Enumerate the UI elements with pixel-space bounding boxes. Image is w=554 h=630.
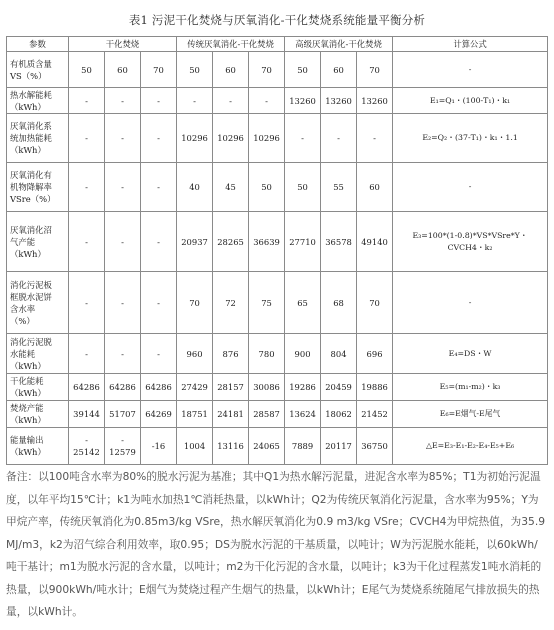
table-cell: -	[105, 212, 141, 272]
table-row	[7, 428, 548, 465]
table-cell: 28157	[213, 374, 249, 401]
table-cell: -	[249, 88, 285, 114]
table-row	[7, 272, 548, 334]
table-cell: 1004	[177, 428, 213, 465]
table-row	[7, 374, 548, 401]
table-cell: 24181	[213, 401, 249, 428]
table-cell: 39144	[69, 401, 105, 428]
table-cell: 64286	[69, 374, 105, 401]
header-row	[7, 37, 548, 52]
table-cell: -	[69, 114, 105, 163]
table-cell: 13116	[213, 428, 249, 465]
table-cell: 696	[357, 334, 393, 374]
table-cell: 50	[285, 163, 321, 212]
row-formula: -	[393, 52, 548, 88]
table-cell: 28587	[249, 401, 285, 428]
table-cell: 10296	[177, 114, 213, 163]
table-cell: -	[69, 163, 105, 212]
table-cell: 804	[321, 334, 357, 374]
table-cell: 18751	[177, 401, 213, 428]
table-cell: 50	[177, 52, 213, 88]
table-cell: 960	[177, 334, 213, 374]
table-cell: -	[177, 88, 213, 114]
table-cell: -	[141, 272, 177, 334]
row-param-label: 能量输出 （kWh）	[7, 428, 69, 465]
row-formula: -	[393, 163, 548, 212]
table-cell: 21452	[357, 401, 393, 428]
table-cell: -	[141, 212, 177, 272]
table-cell: 70	[357, 272, 393, 334]
table-cell: -	[69, 334, 105, 374]
table-row	[7, 52, 548, 88]
table-cell: 19886	[357, 374, 393, 401]
table-cell: 64286	[105, 374, 141, 401]
table-cell: 49140	[357, 212, 393, 272]
table-cell: 20937	[177, 212, 213, 272]
table-cell: 40	[177, 163, 213, 212]
table-cell: 13260	[357, 88, 393, 114]
table-cell: 75	[249, 272, 285, 334]
header-traditional-digestion: 传统厌氧消化-干化焚烧	[177, 37, 285, 52]
row-formula: E₆=E烟气-E尾气	[393, 401, 548, 428]
table-cell: -	[141, 88, 177, 114]
row-formula: E₃=100*(1-0.8)*VS*VSre*Y・CVCH4・k₂	[393, 212, 548, 272]
table-row	[7, 401, 548, 428]
table-cell: 68	[321, 272, 357, 334]
table-cell: -	[141, 114, 177, 163]
row-param-label: 厌氧消化系 统加热能耗 （kWh）	[7, 114, 69, 163]
table-cell: - 25142	[69, 428, 105, 465]
row-formula: E₅=(m₁-m₂)・k₃	[393, 374, 548, 401]
table-cell: 10296	[249, 114, 285, 163]
row-param-label: 干化能耗 （kWh）	[7, 374, 69, 401]
table-cell: 30086	[249, 374, 285, 401]
table-cell: 60	[357, 163, 393, 212]
table-cell: 60	[105, 52, 141, 88]
table-cell: 70	[177, 272, 213, 334]
table-cell: 70	[249, 52, 285, 88]
table-cell: 780	[249, 334, 285, 374]
table-cell: -	[141, 334, 177, 374]
header-formula: 计算公式	[393, 37, 548, 52]
table-cell: -	[105, 88, 141, 114]
row-param-label: 有机质含量 VS（%）	[7, 52, 69, 88]
table-cell: -	[141, 163, 177, 212]
table-cell: 50	[249, 163, 285, 212]
table-cell: - 12579	[105, 428, 141, 465]
table-cell: 13260	[285, 88, 321, 114]
table-cell: -	[285, 114, 321, 163]
row-param-label: 厌氧消化有 机物降解率 VSre（%）	[7, 163, 69, 212]
table-cell: 36578	[321, 212, 357, 272]
table-cell: -	[69, 212, 105, 272]
table-cell: 20117	[321, 428, 357, 465]
row-formula: E₂=Q₂・(37-T₁)・k₁・1.1	[393, 114, 548, 163]
table-cell: 36750	[357, 428, 393, 465]
table-cell: -	[321, 114, 357, 163]
table-cell: 72	[213, 272, 249, 334]
table-cell: 36639	[249, 212, 285, 272]
table-cell: -	[213, 88, 249, 114]
table-cell: 19286	[285, 374, 321, 401]
row-formula: E₄=DS・W	[393, 334, 548, 374]
table-cell: 50	[69, 52, 105, 88]
table-cell: -	[105, 163, 141, 212]
table-cell: 20459	[321, 374, 357, 401]
table-cell: 900	[285, 334, 321, 374]
table-cell: -	[69, 272, 105, 334]
energy-balance-table	[6, 36, 548, 465]
header-advanced-digestion: 高级厌氧消化-干化焚烧	[285, 37, 393, 52]
table-cell: 27710	[285, 212, 321, 272]
table-cell: -16	[141, 428, 177, 465]
table-cell: -	[69, 88, 105, 114]
table-cell: 24065	[249, 428, 285, 465]
table-cell: -	[357, 114, 393, 163]
table-cell: 28265	[213, 212, 249, 272]
table-cell: 7889	[285, 428, 321, 465]
row-formula: △E=E₃-E₁-E₂-E₄-E₅+E₆	[393, 428, 548, 465]
header-param: 参数	[7, 37, 69, 52]
table-cell: 51707	[105, 401, 141, 428]
table-cell: 45	[213, 163, 249, 212]
row-param-label: 热水解能耗 （kWh）	[7, 88, 69, 114]
table-cell: 18062	[321, 401, 357, 428]
table-row	[7, 334, 548, 374]
table-row	[7, 114, 548, 163]
table-cell: -	[105, 114, 141, 163]
table-cell: 60	[321, 52, 357, 88]
table-cell: 27429	[177, 374, 213, 401]
table-row	[7, 163, 548, 212]
table-cell: 70	[141, 52, 177, 88]
row-param-label: 消化污泥脱 水能耗 （kWh）	[7, 334, 69, 374]
table-cell: 876	[213, 334, 249, 374]
row-formula: -	[393, 272, 548, 334]
table-cell: 65	[285, 272, 321, 334]
row-param-label: 消化污泥板 框脱水泥饼 含水率 （%）	[7, 272, 69, 334]
table-cell: 50	[285, 52, 321, 88]
table-cell: 13624	[285, 401, 321, 428]
table-cell: 70	[357, 52, 393, 88]
header-drying-incineration: 干化焚烧	[69, 37, 177, 52]
row-formula: E₁=Q₁・(100-T₁)・k₁	[393, 88, 548, 114]
table-cell: 13260	[321, 88, 357, 114]
table-cell: 64286	[141, 374, 177, 401]
table-row	[7, 88, 548, 114]
table-cell: 64269	[141, 401, 177, 428]
table-title: 表1 污泥干化焚烧与厌氧消化-干化焚烧系统能量平衡分析	[128, 13, 426, 27]
table-cell: 10296	[213, 114, 249, 163]
row-param-label: 厌氧消化沼 气产能 （kWh）	[7, 212, 69, 272]
table-cell: -	[105, 334, 141, 374]
table-cell: -	[105, 272, 141, 334]
table-row	[7, 212, 548, 272]
table-cell: 60	[213, 52, 249, 88]
row-param-label: 焚烧产能 （kWh）	[7, 401, 69, 428]
footnote: 备注：以100吨含水率为80%的脱水污泥为基准；其中Q1为热水解污泥量，进泥含水率为85%；T1为初始污泥温度，以年平均15℃计；k1为吨水加热1℃消耗热量，以kWh计；Q2为传统厌氧消化污泥量，含水率为95%；Y为甲烷产率，传统厌氧消化为0.85m3/kg VSre，热水解厌氧消化为0.9 m3/kg VSre；CVCH4为甲烷热值，为35.9 MJ/m3，k2为沼气综合利用效率，取0.95；DS为脱水污泥的干基质量，以吨计；W为污泥脱水能耗，以60kWh/吨干基计；m1为脱水污泥的含水量，以吨计；m2为干化污泥的含水量，以吨计；k3为干化过程蒸发1吨水消耗的热量，以900kWh/吨水计；E烟气为焚烧过程产生烟气的热量，以kWh计；E尾气为焚烧系统随尾气排放损失的热量，以kWh计。	[6, 470, 546, 618]
table-cell: 55	[321, 163, 357, 212]
